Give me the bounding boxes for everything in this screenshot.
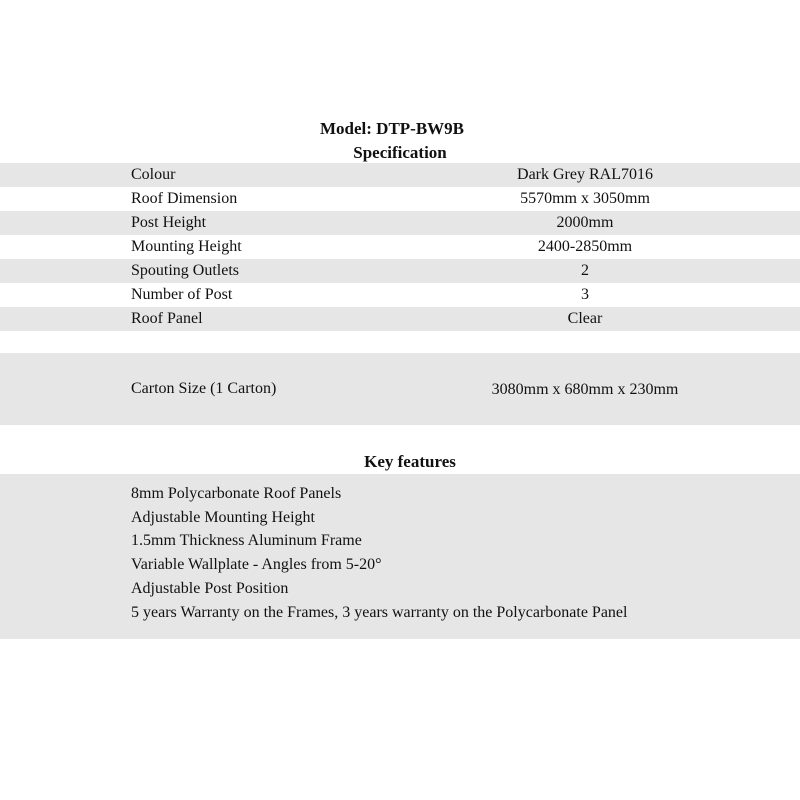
spec-label: Colour: [131, 166, 176, 183]
spec-row-number-of-post: [0, 283, 800, 307]
feature-item: 5 years Warranty on the Frames, 3 years warranty on the Polycarbonate Panel: [131, 603, 628, 621]
spec-label: Roof Panel: [131, 310, 203, 327]
key-features-list: [0, 474, 800, 624]
carton-size-row: [0, 353, 800, 425]
spec-value: 2000mm: [556, 214, 614, 231]
spec-value: 5570mm x 3050mm: [520, 190, 650, 207]
spec-label: Number of Post: [131, 286, 233, 303]
key-features-title: Key features: [364, 452, 456, 471]
spec-value: Clear: [567, 310, 603, 327]
spec-label: Spouting Outlets: [131, 262, 240, 279]
key-features-panel: [0, 474, 800, 639]
feature-item: Adjustable Mounting Height: [131, 508, 315, 526]
model-title: Model: DTP-BW9B: [319, 119, 465, 138]
spec-value: Dark Grey RAL7016: [517, 166, 653, 183]
spec-value: 3: [581, 286, 589, 303]
spec-row-mounting-height: [0, 235, 800, 259]
spec-row-post-height: [0, 211, 800, 235]
spec-row-colour: [0, 163, 800, 187]
spec-value: 2400-2850mm: [537, 238, 633, 255]
spec-label: Mounting Height: [131, 238, 242, 255]
spec-value: 2: [581, 262, 589, 279]
spec-label: Roof Dimension: [131, 190, 238, 207]
feature-item: 8mm Polycarbonate Roof Panels: [131, 485, 342, 502]
spec-label: Post Height: [131, 214, 207, 231]
feature-item: Adjustable Post Position: [131, 579, 289, 597]
spec-row-roof-panel: [0, 307, 800, 331]
feature-item: 1.5mm Thickness Aluminum Frame: [131, 532, 362, 550]
spec-row-roof-dimension: [0, 187, 800, 211]
spec-row-spouting-outlets: [0, 259, 800, 283]
carton-label: Carton Size (1 Carton): [131, 380, 277, 397]
specification-title: Specification: [353, 143, 447, 162]
feature-item: Variable Wallplate - Angles from 5-20°: [131, 556, 382, 574]
carton-value: 3080mm x 680mm x 230mm: [491, 381, 679, 398]
